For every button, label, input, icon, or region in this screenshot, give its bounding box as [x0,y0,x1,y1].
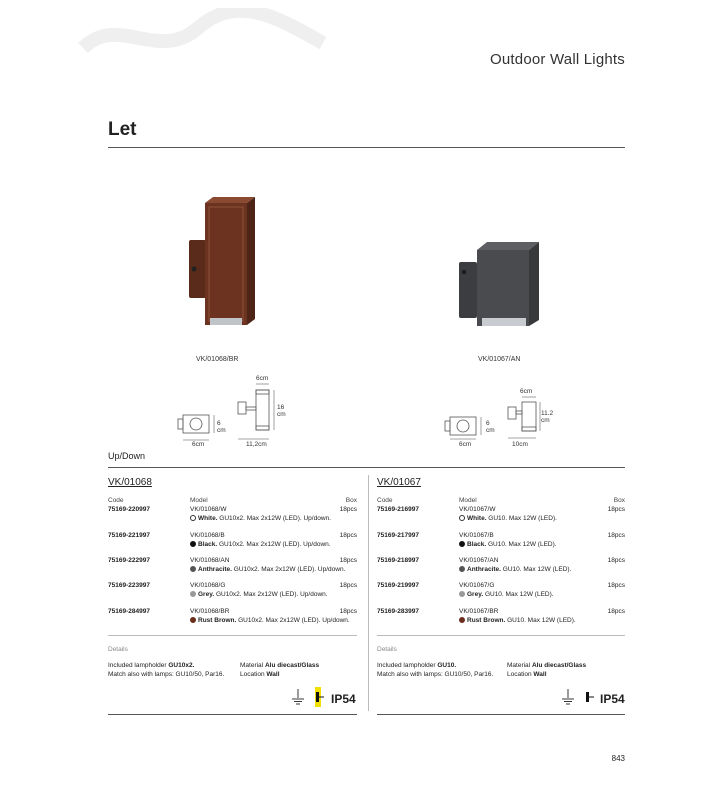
product-caption-left: VK/01068/BR [196,356,239,363]
color-name: Anthracite. [467,566,501,573]
product-code: 75169-284997 [108,608,150,615]
product-caption-right: VK/01067/AN [478,356,521,363]
color-name: Rust Brown. [467,617,506,624]
box-quantity: 18pcs [339,582,357,589]
type-divider [108,467,625,468]
product-description [190,566,345,573]
product-model: VK/01068/AN [190,557,230,564]
color-name: Grey. [198,591,215,598]
color-swatch-icon [459,617,465,623]
box-quantity: 18pcs [607,532,625,539]
ip-rating-left: IP54 [331,692,356,706]
product-model: VK/01067/AN [459,557,499,564]
col-header-code-right: Code [377,497,393,504]
dim-right-small-side: 6 cm [486,420,495,434]
color-swatch-icon [459,515,465,521]
product-photo-vk01067 [455,240,545,335]
spec-text: GU10. Max 12W (LED). [500,566,572,573]
type-label: Up/Down [108,451,146,461]
dim-left-top: 6cm [256,375,269,382]
dim-left-bottom: 11,2cm [246,441,267,448]
bottom-divider-right [377,714,625,715]
col-header-model-right: Model [459,497,477,504]
details-label-left: Details [108,646,128,653]
col-header-box-right: Box [613,497,625,504]
color-swatch-icon [459,566,465,572]
details-divider-right [377,635,625,636]
product-model: VK/01067/BR [459,608,499,615]
section-title: Outdoor Wall Lights [490,51,625,68]
product-code: 75169-217997 [377,532,419,539]
color-name: Anthracite. [198,566,232,573]
dim-right-bottom: 10cm [512,441,528,448]
model-heading-vk01067: VK/01067 [377,477,421,488]
details-label-right: Details [377,646,397,653]
product-description [459,515,557,522]
product-model: VK/01067/G [459,582,495,589]
product-description [459,541,557,548]
location-left: Location Wall [240,671,280,678]
product-code: 75169-219997 [377,582,419,589]
product-description [459,617,576,624]
product-description [190,591,328,598]
box-quantity: 18pcs [339,532,357,539]
match-lamps-left: Match also with lamps: GU10/50, Par16. [108,671,225,678]
dim-right-small-bottom: 6cm [459,441,472,448]
color-swatch-icon [190,617,196,623]
dim-right-top: 6cm [520,388,533,395]
color-swatch-icon [459,541,465,547]
column-separator [368,475,369,711]
material-right: Material Alu diecast/Glass [507,662,587,669]
lampholder-right: Included lampholder GU10. [377,662,457,669]
box-quantity: 18pcs [607,582,625,589]
box-quantity: 18pcs [607,608,625,615]
product-model: VK/01068/W [190,506,227,513]
dim-left-side: 16 cm [277,404,286,418]
box-quantity: 18pcs [339,506,357,513]
color-swatch-icon [190,515,196,521]
dim-right-side: 11.2 cm [541,410,554,424]
box-quantity: 18pcs [607,506,625,513]
spec-text: GU10x2. Max 2x12W (LED). Up/down. [217,541,331,548]
ip-rating-right: IP54 [600,692,625,706]
product-description [190,515,331,522]
color-name: Grey. [467,591,484,598]
color-name: White. [198,515,218,522]
color-swatch-icon [190,591,196,597]
mounting-icons-right [560,687,596,707]
box-quantity: 18pcs [339,557,357,564]
product-model: VK/01068/B [190,532,225,539]
product-code: 75169-222997 [108,557,150,564]
product-description [190,617,350,624]
product-code: 75169-218997 [377,557,419,564]
spec-text: GU10x2. Max 2x12W (LED). Up/down. [236,617,350,624]
product-model: VK/01068/BR [190,608,230,615]
location-right: Location Wall [507,671,547,678]
box-quantity: 18pcs [339,608,357,615]
product-model: VK/01067/W [459,506,496,513]
mounting-icons-left [290,687,326,707]
dim-left-small-bottom: 6cm [192,441,205,448]
product-code: 75169-221997 [108,532,150,539]
product-code: 75169-223997 [108,582,150,589]
spec-text: GU10. Max 12W (LED). [486,541,557,548]
spec-text: GU10. Max 12W (LED). [483,591,554,598]
color-name: White. [467,515,487,522]
spec-text: GU10x2. Max 2x12W (LED). Up/down. [231,566,346,573]
details-divider-left [108,635,357,636]
watermark-logo [78,8,328,68]
product-code: 75169-220997 [108,506,150,513]
match-lamps-right: Match also with lamps: GU10/50, Par16. [377,671,494,678]
col-header-code: Code [108,497,124,504]
title-divider [108,147,625,148]
spec-text: GU10. Max 12W (LED). [486,515,557,522]
lampholder-left: Included lampholder GU10x2. [108,662,195,669]
product-description [190,541,331,548]
color-swatch-icon [459,591,465,597]
page-number: 843 [611,754,625,763]
product-model: VK/01067/B [459,532,494,539]
color-swatch-icon [190,541,196,547]
color-name: Rust Brown. [198,617,237,624]
dim-left-small-side: 6 cm [217,420,226,434]
page-title: Let [108,119,137,140]
material-left: Material Alu diecast/Glass [240,662,320,669]
col-header-model: Model [190,497,208,504]
bottom-divider-left [108,714,357,715]
col-header-box: Box [345,497,357,504]
product-description [459,566,571,573]
spec-text: GU10x2. Max 2x12W (LED). Up/down. [217,515,331,522]
model-heading-vk01068: VK/01068 [108,477,152,488]
product-code: 75169-283997 [377,608,419,615]
color-swatch-icon [190,566,196,572]
color-name: Black. [467,541,487,548]
product-photo-vk01068 [180,195,260,335]
product-model: VK/01068/G [190,582,226,589]
product-code: 75169-216997 [377,506,419,513]
box-quantity: 18pcs [607,557,625,564]
spec-text: GU10x2. Max 2x12W (LED). Up/down. [214,591,328,598]
product-description [459,591,554,598]
spec-text: GU10. Max 12W (LED). [505,617,576,624]
color-name: Black. [198,541,218,548]
